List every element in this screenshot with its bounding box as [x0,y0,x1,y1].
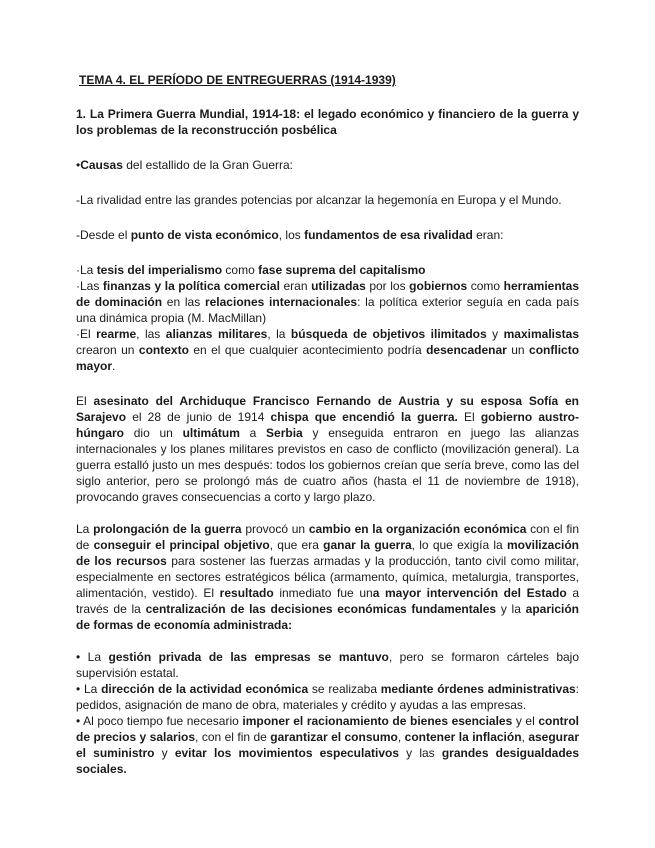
bold-text-run: control de precios y salarios [76,714,580,744]
text-run: , [521,730,529,744]
text-run: en las [162,295,205,309]
text-run: : pedidos, asignación de mano de obra, materiales y crédito y ayudas a las empresas. [76,682,580,712]
bold-text-run: resultado [219,586,274,600]
text-run: ·El [76,327,97,341]
text-run: . [112,359,116,373]
text-run: un [506,343,530,357]
text-run: , las [136,327,166,341]
text-run: y enseguida entraron en juego las alianzas internacionales y los planes militares previstos en caso de conflicto (movilización general). La guerra estalló justo un mes después: todos los gobiernos creían que sería breve, como las del siglo anterior, pero se prolongó más de cuatro años (hasta el 11 de noviembre de 1918), provocando graves consecuencias a corto y largo plazo. [76,426,579,504]
text-run: , con el fin de [195,730,271,744]
section-heading: 1. La Primera Guerra Mundial, 1914-18: el legado económico y financiero de la guerra y los problemas de la reconstrucción posbélica [76,107,579,137]
bold-text-run: ganar la guerra [323,538,412,552]
bold-text-run: asesinato del Archiduque Francisco Fernando de Austria y su esposa Sofía en Sarajevo [76,394,579,424]
text-run: -Desde el [76,228,131,242]
bold-text-run: imponer el racionamiento de bienes esenciales [242,714,513,728]
text-run: y la [496,602,526,616]
paragraph-prolongacion [76,521,579,633]
text-run: La [76,522,94,536]
bullet-racionamiento [76,713,579,777]
bold-text-run: desencadenar [426,343,507,357]
bold-text-run: Causas [80,158,123,172]
bold-text-run: asegurar el suministro [76,730,580,760]
text-run: inmediato fue un [273,586,373,600]
text-run: provocó un [241,522,309,536]
bold-text-run: grandes desigualdades sociales. [76,746,580,776]
text-run: del estallido de la Gran Guerra: [122,158,293,172]
paragraph-rivalidad [76,192,579,208]
bold-text-run: punto de vista económico [130,228,279,242]
bold-text-run: gobierno austro-húngaro [76,410,579,440]
text-run: , lo que exigía la [411,538,507,552]
text-run: , la [267,327,291,341]
bold-text-run: rearme [96,327,137,341]
bold-text-run: ultimátum [182,426,240,440]
text-run: por los [365,279,410,293]
bold-text-run: contener la inflación [404,730,522,744]
text-run: • La [76,650,109,664]
text-run: con el fin de [76,522,579,552]
bold-text-run: movilización de los recursos [76,538,579,568]
text-run: crearon un [76,343,139,357]
text-run: y [486,327,504,341]
text-run: como [467,279,504,293]
bold-text-run: fase suprema del capitalismo [258,263,426,277]
bold-text-run: maximalistas [503,327,580,341]
paragraph-causas [76,157,579,173]
bold-text-run: finanzas y la política comercial [102,279,280,293]
bold-text-run: a mayor intervención del Estado [372,586,567,600]
bold-text-run: alianzas militares [165,327,268,341]
list-item-finanzas [76,278,579,326]
bold-text-run: conflicto mayor [76,343,580,373]
text-run: El [76,394,94,408]
text-run: en el que cualquier acontecimiento podría [188,343,427,357]
bullet-gestion-privada [76,649,579,681]
bold-text-run: herramientas de dominación [76,279,580,309]
bold-text-run: fundamentos de esa rivalidad [304,228,473,242]
list-item-imperialismo [76,262,579,278]
text-run: , pero se formaron cárteles bajo supervisión estatal. [76,650,580,680]
bold-text-run: conseguir el principal objetivo [93,538,270,552]
bullet-direccion [76,681,579,713]
text-run: -La rivalidad entre las grandes potencias por alcanzar la hegemonía en Europa y el Mundo. [76,193,562,207]
text-run: el 28 de junio de 1914 [126,410,271,424]
text-run: a [239,426,267,440]
bold-text-run: chispa que encendió la guerra. [270,410,458,424]
text-run: , [397,730,405,744]
text-run: para sostener las fuerzas armadas y la producción, tanto civil como militar, especialmente en sectores estratégicos bélica (armamento, química, metalurgia, transportes, alimentación, vestido). El [76,554,579,600]
bold-text-run: gestión privada de las empresas se mantuvo [108,650,389,664]
bold-text-run: Serbia [266,426,303,440]
bold-text-run: garantizar el consumo [270,730,398,744]
text-run: , que era [269,538,324,552]
document-title: TEMA 4. EL PERÍODO DE ENTREGUERRAS (1914-1939) [79,73,396,87]
text-run: eran: [472,228,504,242]
text-run: El [457,410,481,424]
bold-text-run: gobiernos [409,279,468,293]
text-run: eran [279,279,312,293]
bold-text-run: cambio en la organización económica [308,522,527,536]
bold-text-run: aparición de formas de economía administrada: [76,602,579,632]
bold-text-run: mediante órdenes administrativas [380,682,576,696]
text-run: dio un [124,426,183,440]
list-item-rearme [76,326,579,374]
bold-text-run: contexto [138,343,189,357]
bold-text-run: prolongación de la guerra [93,522,242,536]
bold-text-run: evitar los movimientos especulativos [174,746,400,760]
text-run: • La [76,682,102,696]
bold-text-run: utilizadas [311,279,366,293]
text-run: ·La [76,263,97,277]
text-run: ·Las [76,279,103,293]
text-run: y el [512,714,539,728]
text-run: como [222,263,259,277]
bold-text-run: centralización de las decisiones económicas fundamentales [145,602,497,616]
text-run: y las [399,746,442,760]
text-run: • [76,158,81,172]
bold-text-run: búsqueda de objetivos ilimitados [290,327,487,341]
text-run: a través de la [76,586,579,616]
text-run: , los [278,228,305,242]
paragraph-asesinato [76,393,579,505]
paragraph-punto-de-vista [76,227,579,243]
text-run: y [154,746,175,760]
text-run: se realizaba [308,682,381,696]
text-run: • Al poco tiempo fue necesario [76,714,243,728]
bold-text-run: dirección de la actividad económica [101,682,309,696]
bold-text-run: tesis del imperialismo [96,263,223,277]
bold-text-run: relaciones internacionales [204,295,358,309]
text-run: : la política exterior seguía en cada país una dinámica propia (M. MacMillan) [76,295,579,325]
